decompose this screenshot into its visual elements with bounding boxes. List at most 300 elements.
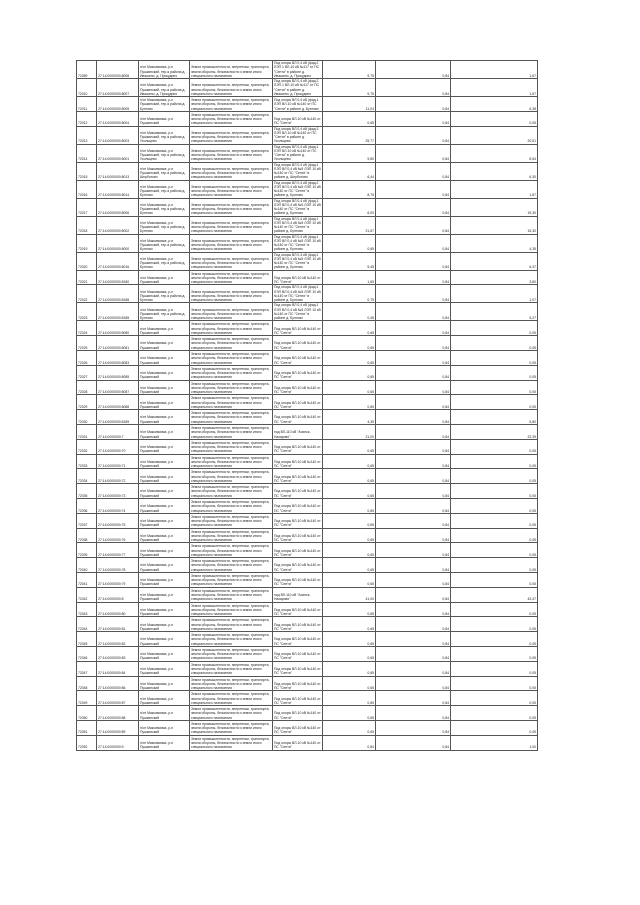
rate-value-cell: 0,84 [376,216,451,234]
amount-value-cell: 19,30 [451,198,538,216]
location-cell: н/от Максимовка, р-н Пушкинский, тер-я района д. Шерботово [139,162,190,180]
cadastral-number-cell: 27:14:0000000:83 [97,646,139,661]
permitted-use-cell: Под опоры ВЛ 0,4 кВ (фид.1 ЛЭП ВЛ 0,4 кВ №5 ЛЭП 10 кВ №140 от ПС "Сенти" в районе д. Бунтово [274,216,321,234]
area-value-cell: 6,00 [323,198,376,216]
amount-value-cell: 3,80 [451,270,538,285]
permitted-use-cell: Под опоры ВЛ-10 кВ №140 от ПС "Сенти" [273,676,323,691]
cadastral-number-cell: 27:14:0000000:8002 [97,216,139,234]
permitted-use-cell: Под опоры ВЛ 0,4 кВ (фид.1 ЛЭП ВЛ 0,4 кВ №5 ЛЭП 10 кВ №140 от ПС "Сенти" в районе д. Бунтово [274,252,321,270]
amount-value-cell: 0,05 [451,321,538,336]
table-row [77,439,538,454]
cadastral-number-cell: 27:14:0000000:89 [97,720,139,735]
amount-value-cell: 0,05 [451,484,538,499]
permitted-use-cell: Под опоры ВЛ-10 кВ №140 от ПС "Сенти" [273,469,323,484]
location-cell: н/от Максимовка, р-н Пушкинский [139,691,190,706]
cadastral-number-cell: 27:14:0000000:8180 [97,270,139,285]
cadastral-number-cell: 27:14:0000000:8 [97,587,139,602]
permitted-use-cell: Под опоры ВЛ-10 кВ №140 от ПС "Сенти" [273,513,323,528]
area-value-cell: 0,65 [323,528,376,543]
amount-value-cell: 1,67 [451,79,538,97]
table-row [77,144,538,162]
table-row [77,303,538,321]
row-number-cell: 72027 [77,365,97,380]
table-row [77,321,538,336]
cadastral-number-cell: 27:14:0000000:8014 [97,180,139,198]
amount-value-cell: 0,05 [451,572,538,587]
permitted-use-cell: Под опоры ВЛ 0,4 кВ (фид.1 ЛЭП ВЛ 0,4 кВ №5 ЛЭП 10 кВ №140 от ПС "Сенти" в районе д. Бунтово [274,234,321,252]
land-category-cell: Земли промышленности, энергетики, транспорта, земли обороны, безопасности и земли иного специального назначения [190,111,273,126]
row-number-cell: 72016 [77,180,97,198]
cadastral-number-cell: 27:14:0000000:8087 [97,380,139,395]
table-row [77,632,538,647]
land-category-cell: Земли промышленности, энергетики, транспорта, земли обороны, безопасности и земли иного специального назначения [190,285,273,303]
area-value-cell: 9,80 [323,144,376,162]
rate-value-cell: 0,84 [376,528,451,543]
location-cell: н/от Максимовка, р-н Пушкинский [139,336,190,351]
table-row [77,587,538,602]
rate-value-cell: 0,84 [376,691,451,706]
row-number-cell: 72015 [77,162,97,180]
permitted-use-cell: Под опоры ВЛ 0,4 кВ (фид.3 ЛЭП ВЛ-10 кВ №140 от ПС "Сенти" в районе д. Усольцево [273,126,323,144]
area-value-cell: 41,00 [323,587,376,602]
permitted-use-cell: Под опоры ВЛ 0,4 кВ (фид.1 ЛЭП ВЛ 0,4 кВ №5 ЛЭП 10 кВ №140 от ПС "Сенти" в районе д. Шерботово [274,162,321,180]
permitted-use-cell: Под опоры ВЛ-10 кВ №140 от ПС "Сенти" [273,336,323,351]
rate-value-cell: 0,84 [376,587,451,602]
cadastral-number-cell: 27:14:0000000:8013 [97,162,139,180]
permitted-use-cell: Под опоры ВЛ 0,4 кВ (фид.1 ЛЭП ВЛ 0,4 кВ №5 ЛЭП 10 кВ №140 от ПС "Сенти" в районе д. Бунтово [274,198,321,216]
location-cell: н/от Максимовка, р-н Пушкинский, тер-я района д. Усольцево [139,144,190,162]
amount-value-cell: 0,05 [451,676,538,691]
location-cell: н/от Максимовка, р-н Пушкинский [139,270,190,285]
permitted-use-cell: Под опоры ВЛ-10 кВ №140 от ПС "Сенти" [273,321,323,336]
location-cell: н/от Максимовка, р-н Пушкинский [139,706,190,721]
land-category-cell: Земли промышленности, энергетики, транспорта, земли обороны, безопасности и земли иного специального назначения [190,97,273,112]
location-cell: н/от Максимовка, р-н Пушкинский [139,617,190,632]
row-number-cell: 72034 [77,469,97,484]
location-cell: н/от Максимовка, р-н Пушкинский [139,587,190,602]
rate-value-cell: 0,84 [376,126,451,144]
location-cell: н/от Максимовка, р-н Пушкинский [139,543,190,558]
area-value-cell: 8,75 [323,180,376,198]
cadastral-number-cell: 27:14:0000000:8188 [97,285,139,303]
location-cell: н/от Максимовка, р-н Пушкинский, тер-я района д. Бунтово [139,252,190,270]
cadastral-number-cell: 27:14:0000000:73 [97,484,139,499]
rate-value-cell: 0,84 [376,79,451,97]
land-category-cell: Земли промышленности, энергетики, транспорта, земли обороны, безопасности и земли иного специального назначения [190,543,273,558]
cadastral-table [76,60,538,751]
permitted-use-cell: Под опоры ВЛ-10 кВ №140 от ПС "Сенти" [273,365,323,380]
location-cell: н/от Максимовка, р-н Пушкинский [139,454,190,469]
land-category-cell: Земли промышленности, энергетики, транспорта, земли обороны, безопасности и земли иного специального назначения [190,587,273,602]
row-number-cell: 72021 [77,270,97,285]
permitted-use-cell: под ВЛ-110 кВ "Ачинск-Назарово" [273,587,323,602]
rate-value-cell: 0,84 [376,469,451,484]
land-category-cell: Земли промышленности, энергетики, транспорта, земли обороны, безопасности и земли иного специального назначения [190,162,273,180]
cadastral-number-cell: 27:14:0000000:86 [97,676,139,691]
amount-value-cell: 6,37 [451,252,538,270]
amount-value-cell: 6,38 [451,97,538,112]
amount-value-cell: 8,54 [451,144,538,162]
rate-value-cell: 0,84 [376,661,451,676]
cadastral-number-cell: 27:14:0000000:77 [97,543,139,558]
land-category-cell: Земли промышленности, энергетики, транспорта, земли обороны, безопасности и земли иного специального назначения [190,484,273,499]
land-category-cell: Земли промышленности, энергетики, транспорта, земли обороны, безопасности и земли иного специального назначения [190,735,273,750]
amount-value-cell: 0,05 [451,380,538,395]
land-category-cell: Земли промышленности, энергетики, транспорта, земли обороны, безопасности и земли иного специального назначения [190,424,273,439]
amount-value-cell: 0,05 [451,691,538,706]
land-category-cell: Земли промышленности, энергетики, транспорта, земли обороны, безопасности и земли иного специального назначения [190,126,273,144]
amount-value-cell: 0,05 [451,469,538,484]
cadastral-number-cell: 27:14:0000000:81 [97,617,139,632]
row-number-cell: 72049 [77,691,97,706]
permitted-use-cell: Под опоры ВЛ-10 кВ №140 от ПС "Сенти" [273,528,323,543]
cadastral-number-cell: 27:14:0000000:79 [97,572,139,587]
cadastral-number-cell: 27:14:0000000:82 [97,632,139,647]
row-number-cell: 72040 [77,558,97,573]
area-value-cell: 25,77 [323,126,376,144]
table-row [77,498,538,513]
permitted-use-cell: Под опоры ВЛ-10 кВ №140 от ПС "Сенти" [273,439,323,454]
location-cell: н/от Максимовка, р-н Пушкинский, тер-я района д. Бунтово [139,285,190,303]
amount-value-cell: 1,07 [451,285,538,303]
cadastral-number-cell: 27:14:0000000:8001 [97,144,139,162]
land-category-cell: Земли промышленности, энергетики, транспорта, земли обороны, безопасности и земли иного специального назначения [190,617,273,632]
row-number-cell: 72025 [77,336,97,351]
row-number-cell: 72043 [77,602,97,617]
land-category-cell: Земли промышленности, энергетики, транспорта, земли обороны, безопасности и земли иного специального назначения [190,79,273,97]
permitted-use-cell: Под опоры ВЛ-10 кВ №140 от ПС "Сенти" [273,661,323,676]
area-value-cell: 4,35 [323,410,376,425]
location-cell: н/от Максимовка, р-н Пушкинский, тер-я района д. Бунтово [139,97,190,112]
cadastral-number-cell: 27:14:0000000:8185 [97,303,139,321]
row-number-cell: 72011 [77,97,97,112]
amount-value-cell: 6,30 [451,162,538,180]
land-category-cell: Земли промышленности, энергетики, транспорта, земли обороны, безопасности и земли иного специального назначения [190,61,273,79]
land-category-cell: Земли промышленности, энергетики, транспорта, земли обороны, безопасности и земли иного специального назначения [190,234,273,252]
area-value-cell: 0,65 [323,336,376,351]
location-cell: н/от Максимовка, р-н Пушкинский [139,676,190,691]
amount-value-cell: 0,05 [451,439,538,454]
area-value-cell: 0,65 [323,234,376,252]
permitted-use-cell: Под опоры ВЛ-10 кВ №140 от ПС "Сенти" [273,395,323,410]
area-value-cell: 0,65 [323,632,376,647]
cadastral-number-cell: 27:14:0000000:8085 [97,365,139,380]
cadastral-number-cell: 27:14:0000000:78 [97,558,139,573]
land-category-cell: Земли промышленности, энергетики, транспорта, земли обороны, безопасности и земли иного специального назначения [190,198,273,216]
area-value-cell: 0,65 [323,706,376,721]
amount-value-cell: 0,05 [451,602,538,617]
table-row [77,162,538,180]
land-category-cell: Земли промышленности, энергетики, транспорта, земли обороны, безопасности и земли иного специального назначения [190,365,273,380]
area-value-cell: 9,75 [323,79,376,97]
permitted-use-cell: Под опоры ВЛ-10 кВ №140 от ПС "Сенти" [273,454,323,469]
rate-value-cell: 0,84 [376,720,451,735]
permitted-use-cell: Под опоры ВЛ-10 кВ №140 от ПС "Сенти" [273,691,323,706]
land-category-cell: Земли промышленности, энергетики, транспорта, земли обороны, безопасности и земли иного специального назначения [190,216,273,234]
land-category-cell: Земли промышленности, энергетики, транспорта, земли обороны, безопасности и земли иного специального назначения [190,303,273,321]
table-row [77,691,538,706]
land-category-cell: Земли промышленности, энергетики, транспорта, земли обороны, безопасности и земли иного специального назначения [190,380,273,395]
area-value-cell: 21,00 [323,424,376,439]
area-value-cell: 0,65 [323,513,376,528]
area-value-cell: 0,65 [323,454,376,469]
cadastral-number-cell: 27:14:0000000:70 [97,439,139,454]
permitted-use-cell: Под опоры ВЛ-10 кВ №140 от ПС "Сенти" [273,720,323,735]
cadastral-number-cell: 27:14:0000000:8080 [97,321,139,336]
location-cell: н/от Максимовка, р-н Пушкинский [139,111,190,126]
land-category-cell: Земли промышленности, энергетики, транспорта, земли обороны, безопасности и земли иного специального назначения [190,410,273,425]
rate-value-cell: 0,84 [376,395,451,410]
table-row [77,469,538,484]
row-number-cell: 72045 [77,632,97,647]
amount-value-cell: 5,80 [451,410,538,425]
area-value-cell: 0,65 [323,484,376,499]
area-value-cell: 0,65 [323,469,376,484]
location-cell: н/от Максимовка, р-н Пушкинский [139,484,190,499]
area-value-cell: 1,65 [323,270,376,285]
land-category-cell: Земли промышленности, энергетики, транспорта, земли обороны, безопасности и земли иного специального назначения [190,720,273,735]
rate-value-cell: 0,84 [376,303,451,321]
permitted-use-cell: Под опоры ВЛ-10 кВ №140 от ПС "Сенти" [273,484,323,499]
rate-value-cell: 0,84 [376,735,451,750]
land-category-cell: Земли промышленности, энергетики, транспорта, земли обороны, безопасности и земли иного специального назначения [190,528,273,543]
cadastral-number-cell: 27:14:0000000:8088 [97,395,139,410]
land-category-cell: Земли промышленности, энергетики, транспорта, земли обороны, безопасности и земли иного специального назначения [190,498,273,513]
area-value-cell: 0,65 [323,572,376,587]
location-cell: н/от Максимовка, р-н Пушкинский, тер-я района д. Бунтово [139,234,190,252]
amount-value-cell: 1,67 [451,61,538,79]
rate-value-cell: 0,84 [376,558,451,573]
location-cell: н/от Максимовка, р-н Пушкинский [139,395,190,410]
area-value-cell: 6,44 [323,162,376,180]
permitted-use-cell: Под опоры ВЛ 0,4 кВ (фид.1 ЛЭП ВЛ-10 кВ №140 от ПС "Сенти" в районе д. Усольцево [273,144,323,162]
amount-value-cell: 4,35 [451,234,538,252]
area-value-cell: 0,65 [323,380,376,395]
table-row [77,61,538,79]
rate-value-cell: 0,84 [376,543,451,558]
permitted-use-cell: Под опоры ВЛ-10 кВ №140 от ПС "Сенти" [273,632,323,647]
permitted-use-cell: Под опоры ВЛ-10 кВ №140 от ПС "Сенти" [273,735,323,750]
permitted-use-cell: Под опоры ВЛ-10 кВ №140 от ПС "Сенти" [273,410,323,425]
location-cell: н/от Максимовка, р-н Пушкинский [139,424,190,439]
amount-value-cell: 5,27 [451,303,538,321]
amount-value-cell: 0,05 [451,706,538,721]
cadastral-number-cell: 27:14:0000000:8003 [97,126,139,144]
table-row [77,617,538,632]
amount-value-cell: 0,05 [451,498,538,513]
cadastral-number-cell: 27:14:0000000:8006 [97,198,139,216]
table-row [77,543,538,558]
rate-value-cell: 0,84 [376,380,451,395]
cadastral-number-cell: 27:14:0000000:8007 [97,79,139,97]
rate-value-cell: 0,84 [376,97,451,112]
land-category-cell: Земли промышленности, энергетики, транспорта, земли обороны, безопасности и земли иного специального назначения [190,691,273,706]
area-value-cell: 0,84 [323,735,376,750]
table-row [77,528,538,543]
cadastral-number-cell: 27:14:0000000:9 [97,735,139,750]
rate-value-cell: 0,84 [376,365,451,380]
permitted-use-cell: Под опоры ВЛ 0,4 кВ (фид.2 ЛЭП 1 ВЛ-10 кВ №117 от ПС "Сенти" в районе д. Ивашино, д. Прокудино [273,61,323,79]
amount-value-cell: 0,05 [451,513,538,528]
location-cell: н/от Максимовка, р-н Пушкинский [139,646,190,661]
cadastral-number-cell: 27:14:0000000:74 [97,498,139,513]
row-number-cell: 72024 [77,321,97,336]
rate-value-cell: 0,84 [376,676,451,691]
land-category-cell: Земли промышленности, энергетики, транспорта, земли обороны, безопасности и земли иного специального назначения [190,144,273,162]
table-row [77,720,538,735]
land-category-cell: Земли промышленности, энергетики, транспорта, земли обороны, безопасности и земли иного специального назначения [190,469,273,484]
row-number-cell: 72089 [77,61,97,79]
table-row [77,126,538,144]
amount-value-cell: 0,05 [451,528,538,543]
rate-value-cell: 0,84 [376,162,451,180]
table-row [77,572,538,587]
location-cell: н/от Максимовка, р-н Пушкинский [139,558,190,573]
row-number-cell: 72036 [77,498,97,513]
row-number-cell: 72044 [77,617,97,632]
rate-value-cell: 0,84 [376,513,451,528]
cadastral-number-cell: 27:14:0000000:76 [97,528,139,543]
table-row [77,234,538,252]
row-number-cell: 72010 [77,79,97,97]
row-number-cell: 72030 [77,410,97,425]
table-row [77,216,538,234]
table-row [77,180,538,198]
rate-value-cell: 0,84 [376,632,451,647]
location-cell: н/от Максимовка, р-н Пушкинский, тер-я района д. Бунтово [139,303,190,321]
row-number-cell: 72039 [77,543,97,558]
row-number-cell: 72031 [77,424,97,439]
permitted-use-cell: Под опоры ВЛ-10 кВ №140 от ПС "Сенти" [273,617,323,632]
rate-value-cell: 0,84 [376,144,451,162]
row-number-cell: 72032 [77,439,97,454]
land-category-cell: Земли промышленности, энергетики, транспорта, земли обороны, безопасности и земли иного специального назначения [190,513,273,528]
rate-value-cell: 0,84 [376,706,451,721]
area-value-cell: 0,65 [323,676,376,691]
row-number-cell: 72013 [77,126,97,144]
area-value-cell: 0,65 [323,321,376,336]
land-category-cell: Земли промышленности, энергетики, транспорта, земли обороны, безопасности и земли иного специального назначения [190,252,273,270]
row-number-cell: 72050 [77,706,97,721]
table-row [77,97,538,112]
area-value-cell: 0,65 [323,350,376,365]
rate-value-cell: 0,84 [376,111,451,126]
amount-value-cell: 22,39 [451,424,538,439]
table-row [77,395,538,410]
amount-value-cell: 0,05 [451,558,538,573]
table-row [77,336,538,351]
cadastral-number-cell: 27:14:0000000:7 [97,424,139,439]
area-value-cell: 0,65 [323,602,376,617]
location-cell: н/от Максимовка, р-н Пушкинский [139,498,190,513]
area-value-cell: 0,65 [323,111,376,126]
row-number-cell: 72041 [77,572,97,587]
table-row [77,79,538,97]
location-cell: н/от Максимовка, р-н Пушкинский, тер-я района д. Ивашино, д. Прокудино [139,61,190,79]
area-value-cell: 0,75 [323,285,376,303]
table-row [77,252,538,270]
land-category-cell: Земли промышленности, энергетики, транспорта, земли обороны, безопасности и земли иного специального назначения [190,572,273,587]
amount-value-cell: 0,05 [451,395,538,410]
area-value-cell: 0,65 [323,720,376,735]
table-row [77,365,538,380]
cadastral-number-cell: 27:14:0000000:8004 [97,111,139,126]
table-row [77,111,538,126]
area-value-cell: 11,04 [323,97,376,112]
amount-value-cell: 0,05 [451,454,538,469]
area-value-cell: 5,45 [323,252,376,270]
permitted-use-cell: Под опоры ВЛ-10 кВ №140 от ПС "Сенти" [273,270,323,285]
land-category-cell: Земли промышленности, энергетики, транспорта, земли обороны, безопасности и земли иного специального назначения [190,270,273,285]
row-number-cell: 72035 [77,484,97,499]
location-cell: н/от Максимовка, р-н Пушкинский [139,410,190,425]
permitted-use-cell: Под опоры ВЛ-10 кВ №140 от ПС "Сенти" [273,380,323,395]
amount-value-cell: 0,05 [451,646,538,661]
row-number-cell: 72038 [77,528,97,543]
rate-value-cell: 0,84 [376,321,451,336]
table-row [77,646,538,661]
location-cell: н/от Максимовка, р-н Пушкинский [139,380,190,395]
amount-value-cell: 0,05 [451,365,538,380]
rate-value-cell: 0,84 [376,180,451,198]
table-row [77,380,538,395]
land-category-cell: Земли промышленности, энергетики, транспорта, земли обороны, безопасности и земли иного специального назначения [190,558,273,573]
cadastral-number-cell: 27:14:0000000:72 [97,469,139,484]
area-value-cell: 0,65 [323,395,376,410]
permitted-use-cell: Под опоры ВЛ-10 кВ №140 от ПС "Сенти" [273,543,323,558]
rate-value-cell: 0,84 [376,439,451,454]
rate-value-cell: 0,84 [376,270,451,285]
permitted-use-cell: Под опоры ВЛ-10 кВ №140 от ПС "Сенти" [273,350,323,365]
land-category-cell: Земли промышленности, энергетики, транспорта, земли обороны, безопасности и земли иного специального назначения [190,632,273,647]
amount-value-cell: 0,05 [451,632,538,647]
permitted-use-cell: Под опоры ВЛ 0,4 кВ (фид.2 ЛЭП ВЛ 0,4 кВ №5 ЛЭП 10 кВ №140 от ПС "Сенти" в районе д. Бунтово [274,180,321,198]
amount-value-cell: 1,00 [451,735,538,750]
row-number-cell: 72029 [77,395,97,410]
row-number-cell: 72037 [77,513,97,528]
permitted-use-cell: Под опоры ВЛ-10 кВ №140 от ПС "Сенти" [273,646,323,661]
area-value-cell: 0,65 [323,661,376,676]
cadastral-number-cell: 27:14:0000000:8008 [97,61,139,79]
permitted-use-cell: Под опоры ВЛ-10 кВ №140 от ПС "Сенти" [273,558,323,573]
land-category-cell: Земли промышленности, энергетики, транспорта, земли обороны, безопасности и земли иного специального назначения [190,661,273,676]
table-row [77,558,538,573]
area-value-cell: 0,45 [323,303,376,321]
land-category-cell: Земли промышленности, энергетики, транспорта, земли обороны, безопасности и земли иного специального назначения [190,336,273,351]
rate-value-cell: 0,84 [376,234,451,252]
row-number-cell: 72014 [77,144,97,162]
rate-value-cell: 0,84 [376,498,451,513]
rate-value-cell: 0,84 [376,424,451,439]
amount-value-cell: 20,51 [451,126,538,144]
location-cell: н/от Максимовка, р-н Пушкинский, тер-я района д. Бунтово [139,180,190,198]
rate-value-cell: 0,84 [376,410,451,425]
rate-value-cell: 0,84 [376,198,451,216]
location-cell: н/от Максимовка, р-н Пушкинский, тер-я района д. Ивашино, д. Прокудино [139,79,190,97]
location-cell: н/от Максимовка, р-н Пушкинский, тер-я района д. Усольцево [139,126,190,144]
rate-value-cell: 0,84 [376,336,451,351]
permitted-use-cell: Под опоры ВЛ 0,4 кВ (фид.1 ЛЭП ВЛ 0,4 кВ №5 ЛЭП 10 кВ №140 от ПС "Сенти" в районе д. Бунтово [274,285,321,303]
amount-value-cell: 0,05 [451,543,538,558]
row-number-cell: 72051 [77,720,97,735]
row-number-cell: 72019 [77,234,97,252]
row-number-cell: 72026 [77,350,97,365]
location-cell: н/от Максимовка, р-н Пушкинский [139,439,190,454]
permitted-use-cell: Под опоры ВЛ 0,4 кВ (фид.1 ЛЭП ВЛ-10 кВ №140 от ПС "Сенти" в районе д. Бунтово [273,97,323,112]
location-cell: н/от Максимовка, р-н Пушкинский [139,632,190,647]
row-number-cell: 72048 [77,676,97,691]
table-row [77,410,538,425]
